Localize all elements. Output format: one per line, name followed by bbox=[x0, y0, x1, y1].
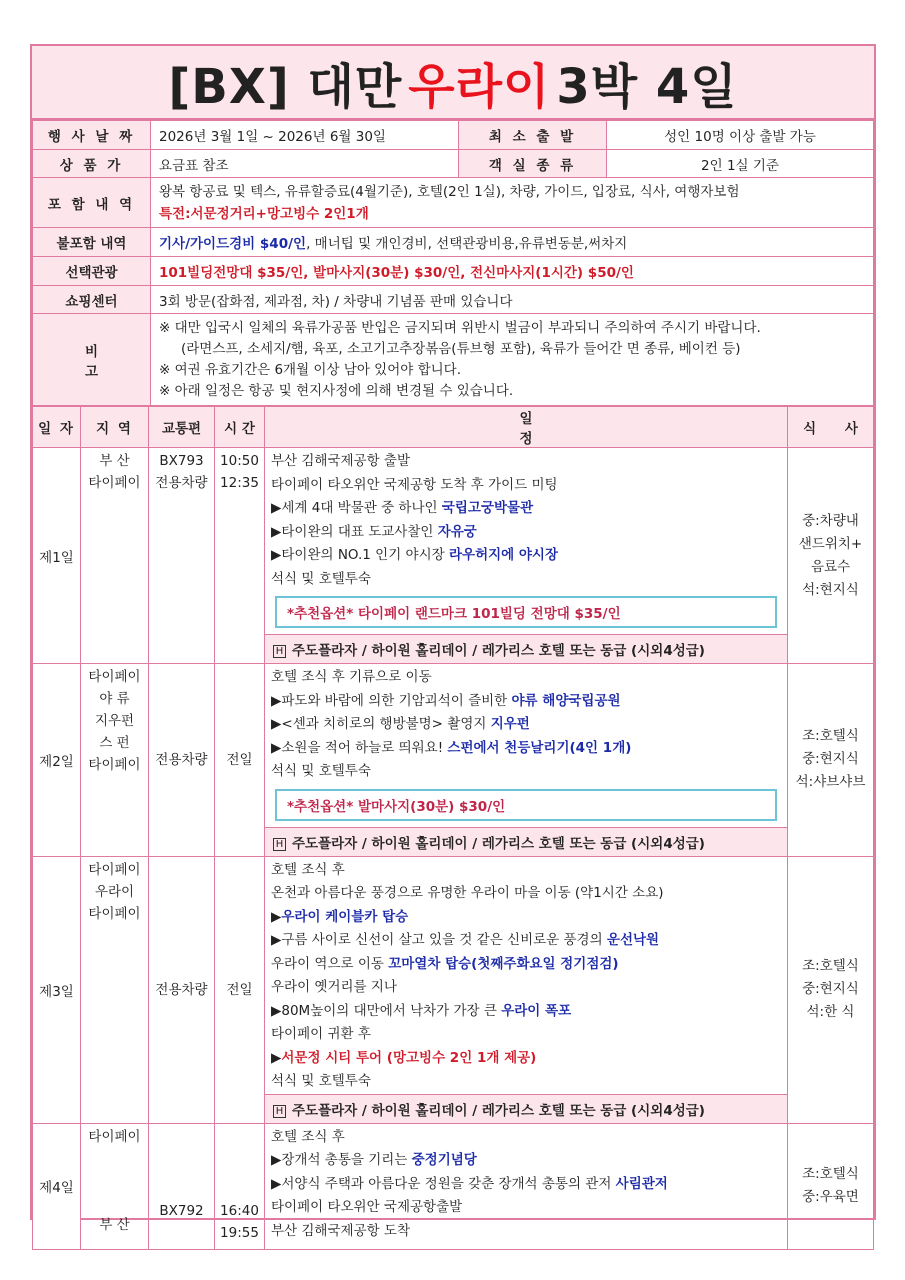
itinerary-sheet bbox=[30, 44, 876, 1241]
schedule-line bbox=[271, 1023, 781, 1047]
shopping-value: 3회 방문(잡화점, 제과점, 차) / 차량내 기념품 판매 있습니다 bbox=[151, 286, 874, 314]
schedule-text: 부산 김해국제공항 출발 bbox=[271, 453, 410, 469]
schedule-table bbox=[32, 406, 874, 1250]
price-label: 상 품 가 bbox=[33, 150, 151, 178]
day-schedule bbox=[265, 664, 788, 857]
region: 타이페이 bbox=[88, 861, 141, 878]
recommended-option: *추천옵션* 발마사지(30분) $30/인 bbox=[275, 789, 777, 821]
schedule-text: 타이페이 타오위안 국제공항 도착 후 가이드 미팅 bbox=[271, 476, 558, 493]
day-regions bbox=[81, 448, 149, 664]
header-time: 시 간 bbox=[215, 407, 265, 448]
schedule-line bbox=[271, 1220, 781, 1244]
page-title bbox=[32, 46, 874, 120]
day-regions bbox=[81, 664, 149, 857]
transport: BX793 bbox=[159, 453, 204, 469]
transport: 전용차량 bbox=[155, 751, 208, 768]
region: 스 펀 bbox=[99, 735, 130, 751]
meal: 샌드위치+ bbox=[798, 535, 863, 552]
remark-line: (라면스프, 소세지/햄, 육포, 소고기고추장볶음(튜브형 포함), 육류가 들어간 면 종류, 베이컨 등) bbox=[181, 340, 741, 357]
hotel-icon: H bbox=[273, 1105, 286, 1118]
day-row bbox=[33, 448, 874, 664]
schedule-line bbox=[271, 568, 781, 592]
schedule-highlight: 운선낙원 bbox=[606, 932, 660, 948]
schedule-line bbox=[271, 521, 781, 545]
schedule-highlight: 사림관저 bbox=[615, 1175, 668, 1192]
meal: 석:샤브샤브 bbox=[795, 774, 866, 791]
day-transports bbox=[149, 448, 215, 664]
region: 야 류 bbox=[99, 691, 130, 707]
schedule-line bbox=[271, 929, 781, 953]
schedule-text: 호텔 조식 후 bbox=[271, 861, 345, 878]
remark-line: ※ 아래 일정은 항공 및 현지사정에 의해 변경될 수 있습니다. bbox=[159, 382, 514, 399]
schedule-text: 온천과 아름다운 풍경으로 유명한 우라이 마을 이동 (약1시간 소요) bbox=[271, 885, 664, 901]
schedule-text: 부산 김해국제공항 도착 bbox=[271, 1222, 410, 1239]
day-transports bbox=[149, 856, 215, 1123]
day-transports bbox=[149, 664, 215, 857]
hotel-icon: H bbox=[273, 838, 286, 851]
price-value: 요금표 참조 bbox=[151, 150, 459, 178]
day-times bbox=[215, 1123, 265, 1249]
remark-line: ※ 여권 유효기간은 6개월 이상 남아 있어야 합니다. bbox=[159, 361, 462, 378]
header-meal: 식 사 bbox=[788, 407, 874, 448]
region: 타이페이 bbox=[88, 905, 141, 922]
excluded-guide-fee: 기사/가이드경비 $40/인 bbox=[159, 236, 307, 252]
region: 부 산 bbox=[99, 1216, 130, 1233]
schedule-highlight: 자유궁 bbox=[437, 523, 477, 540]
day-schedule bbox=[265, 1123, 788, 1249]
day-times bbox=[215, 664, 265, 857]
schedule-highlight: 우라이 케이블카 탑승 bbox=[281, 908, 409, 925]
schedule-text: ▶<센과 치히로의 행방불명> 촬영지 bbox=[271, 716, 491, 732]
schedule-highlight: 서문정 시티 투어 (망고빙수 2인 1개 제공) bbox=[281, 1049, 537, 1066]
day-row bbox=[33, 856, 874, 1123]
schedule-line bbox=[271, 1047, 781, 1071]
meal: 조:호텔식 bbox=[802, 728, 859, 745]
schedule-line bbox=[271, 1196, 781, 1220]
included-special: 특전:서문정거리+망고빙수 2인1개 bbox=[159, 205, 369, 222]
transport: 전용차량 bbox=[155, 475, 208, 491]
schedule-line bbox=[271, 976, 781, 1000]
schedule-highlight: 중정기념당 bbox=[411, 1152, 477, 1168]
schedule-line bbox=[271, 1126, 781, 1150]
schedule-highlight: 지우펀 bbox=[490, 716, 530, 732]
time: 10:50 bbox=[220, 453, 259, 469]
schedule-line bbox=[271, 497, 781, 521]
region: 타이페이 bbox=[88, 475, 141, 491]
schedule-line bbox=[271, 666, 781, 690]
region: 지우펀 bbox=[94, 713, 135, 729]
transport: 전용차량 bbox=[155, 981, 208, 998]
optional-tour-value: 101빌딩전망대 $35/인, 발마사지(30분) $30/인, 전신마사지(1시간) $50/인 bbox=[151, 257, 874, 286]
info-table bbox=[32, 120, 874, 406]
day-regions bbox=[81, 1123, 149, 1249]
remarks-label: 비 고 bbox=[33, 314, 151, 406]
day-row bbox=[33, 1123, 874, 1249]
schedule-text: ▶ bbox=[271, 1049, 282, 1066]
hotel-text: 주도플라자 / 하이원 홀리데이 / 레가리스 호텔 또는 동급 (시외4성급) bbox=[292, 1102, 705, 1119]
schedule-line bbox=[271, 760, 781, 784]
min-departure-label: 최 소 출 발 bbox=[459, 121, 607, 150]
day-meals bbox=[788, 1123, 874, 1249]
schedule-text: ▶장개석 총통을 기리는 bbox=[271, 1152, 412, 1168]
time: 전일 bbox=[226, 981, 253, 998]
day-label: 제4일 bbox=[33, 1123, 81, 1249]
schedule-line bbox=[271, 474, 781, 498]
day-row bbox=[33, 664, 874, 857]
region: 부 산 bbox=[99, 453, 130, 469]
header-day: 일 자 bbox=[33, 407, 81, 448]
day-regions bbox=[81, 856, 149, 1123]
room-type-label: 객 실 종 류 bbox=[459, 150, 607, 178]
schedule-text: 호텔 조식 후 bbox=[271, 1128, 345, 1145]
meal: 석:한 식 bbox=[806, 1004, 855, 1020]
hotel-line bbox=[265, 1094, 787, 1123]
schedule-text: 타이페이 타오위안 국제공항출발 bbox=[271, 1199, 463, 1215]
schedule-line bbox=[271, 737, 781, 761]
period-label: 행 사 날 짜 bbox=[33, 121, 151, 150]
day-schedule bbox=[265, 856, 788, 1123]
schedule-text: 타이페이 귀환 후 bbox=[271, 1026, 371, 1042]
schedule-text: ▶파도와 바람에 의한 기암괴석이 즐비한 bbox=[271, 692, 512, 709]
time: 전일 bbox=[226, 751, 253, 768]
schedule-highlight: 꼬마열차 탑승(첫째주화요일 정기점검) bbox=[388, 955, 619, 972]
remark-line: ※ 대만 입국시 일체의 육류가공품 반입은 금지되며 위반시 벌금이 부과되니 주의하여 주시기 바랍니다. bbox=[159, 319, 761, 336]
day-times bbox=[215, 448, 265, 664]
period-value: 2026년 3월 1일 ~ 2026년 6월 30일 bbox=[151, 121, 459, 150]
schedule-text: 석식 및 호텔투숙 bbox=[271, 763, 371, 779]
included-text: 왕복 항공료 및 텍스, 유류할증료(4월기준), 호텔(2인 1실), 차량, 가이드, 입장료, 식사, 여행자보험 bbox=[159, 183, 740, 200]
schedule-text: 우라이 역으로 이동 bbox=[271, 955, 389, 972]
meal: 중:차량내 bbox=[802, 512, 859, 529]
meal: 중:우육면 bbox=[802, 1189, 859, 1205]
meal: 조:호텔식 bbox=[802, 958, 859, 974]
title-prefix: [BX] 대만 bbox=[168, 58, 403, 115]
meal: 중:현지식 bbox=[802, 751, 859, 768]
schedule-text: ▶구름 사이로 신선이 살고 있을 것 같은 신비로운 풍경의 bbox=[271, 932, 607, 948]
schedule-highlight: 우라이 폭포 bbox=[501, 1002, 572, 1019]
recommended-option: *추천옵션* 타이페이 랜드마크 101빌딩 전망대 $35/인 bbox=[275, 596, 777, 628]
schedule-line bbox=[271, 882, 781, 906]
hotel-text: 주도플라자 / 하이원 홀리데이 / 레가리스 호텔 또는 동급 (시외4성급) bbox=[292, 643, 705, 659]
shopping-label: 쇼핑센터 bbox=[33, 286, 151, 314]
schedule-text: 호텔 조식 후 기류으로 이동 bbox=[271, 669, 432, 685]
schedule-highlight: 국립고궁박물관 bbox=[441, 500, 534, 516]
day-meals bbox=[788, 448, 874, 664]
day-label: 제3일 bbox=[33, 856, 81, 1123]
schedule-line bbox=[271, 1173, 781, 1197]
day-meals bbox=[788, 664, 874, 857]
hotel-icon: H bbox=[273, 645, 286, 658]
header-transport: 교통편 bbox=[149, 407, 215, 448]
schedule-text: ▶세계 4대 박물관 중 하나인 bbox=[271, 500, 442, 516]
title-highlight: 우라이 bbox=[408, 58, 551, 115]
header-region: 지 역 bbox=[81, 407, 149, 448]
schedule-highlight: 라우허지에 야시장 bbox=[448, 547, 559, 563]
remarks-value bbox=[151, 314, 874, 406]
title-suffix: 3박 4일 bbox=[556, 58, 738, 115]
schedule-text: 우라이 옛거리를 지나 bbox=[271, 979, 397, 995]
time: 16:40 bbox=[220, 1202, 259, 1219]
meal: 음료수 bbox=[810, 558, 851, 575]
schedule-text: 석식 및 호텔투숙 bbox=[271, 570, 371, 587]
schedule-line bbox=[271, 1000, 781, 1024]
hotel-line bbox=[265, 634, 787, 663]
day-schedule bbox=[265, 448, 788, 664]
day-times bbox=[215, 856, 265, 1123]
included-value bbox=[151, 178, 874, 228]
time: 19:55 bbox=[220, 1224, 259, 1241]
included-label: 포 함 내 역 bbox=[33, 178, 151, 228]
schedule-line bbox=[271, 953, 781, 977]
transport: BX792 bbox=[159, 1202, 204, 1219]
hotel-text: 주도플라자 / 하이원 홀리데이 / 레가리스 호텔 또는 동급 (시외4성급) bbox=[292, 835, 705, 852]
schedule-line bbox=[271, 906, 781, 930]
schedule-text: ▶서양식 주택과 아름다운 정원을 갖춘 장개석 총통의 관저 bbox=[271, 1175, 616, 1192]
day-transports bbox=[149, 1123, 215, 1249]
meal: 석:현지식 bbox=[802, 581, 859, 598]
schedule-text: ▶소원을 적어 하늘로 띄워요! bbox=[271, 739, 448, 756]
region: 타이페이 bbox=[88, 669, 141, 685]
schedule-highlight: 야류 해양국립공원 bbox=[511, 692, 621, 709]
schedule-text: ▶80M높이의 대만에서 낙차가 가장 큰 bbox=[271, 1002, 502, 1019]
excluded-label: 불포함 내역 bbox=[33, 228, 151, 257]
meal: 중:현지식 bbox=[802, 981, 859, 997]
day-label: 제1일 bbox=[33, 448, 81, 664]
header-schedule: 일 정 bbox=[265, 407, 788, 448]
meal: 조:호텔식 bbox=[802, 1166, 859, 1182]
schedule-line bbox=[271, 1070, 781, 1094]
hotel-line bbox=[265, 827, 787, 856]
region: 타이페이 bbox=[88, 1128, 141, 1145]
schedule-line bbox=[271, 859, 781, 883]
excluded-rest: , 매너팁 및 개인경비, 선택관광비용,유류변동분,써차지 bbox=[306, 236, 628, 252]
region: 타이페이 bbox=[88, 757, 141, 773]
schedule-text: ▶ bbox=[271, 908, 282, 925]
schedule-text: 석식 및 호텔투숙 bbox=[271, 1073, 371, 1089]
day-meals bbox=[788, 856, 874, 1123]
schedule-highlight: 스펀에서 천등날리기(4인 1개) bbox=[447, 739, 632, 756]
region: 우라이 bbox=[94, 883, 135, 900]
time: 12:35 bbox=[220, 475, 259, 491]
day-label: 제2일 bbox=[33, 664, 81, 857]
schedule-line bbox=[271, 690, 781, 714]
schedule-line bbox=[271, 713, 781, 737]
schedule-text: ▶타이완의 대표 도교사찰인 bbox=[271, 523, 438, 540]
optional-tour-label: 선택관광 bbox=[33, 257, 151, 286]
excluded-value bbox=[151, 228, 874, 257]
schedule-text: ▶타이완의 NO.1 인기 야시장 bbox=[271, 547, 449, 563]
room-type-value: 2인 1실 기준 bbox=[607, 150, 874, 178]
min-departure-value: 성인 10명 이상 출발 가능 bbox=[607, 121, 874, 150]
schedule-line bbox=[271, 544, 781, 568]
schedule-line bbox=[271, 1149, 781, 1173]
schedule-line bbox=[271, 450, 781, 474]
